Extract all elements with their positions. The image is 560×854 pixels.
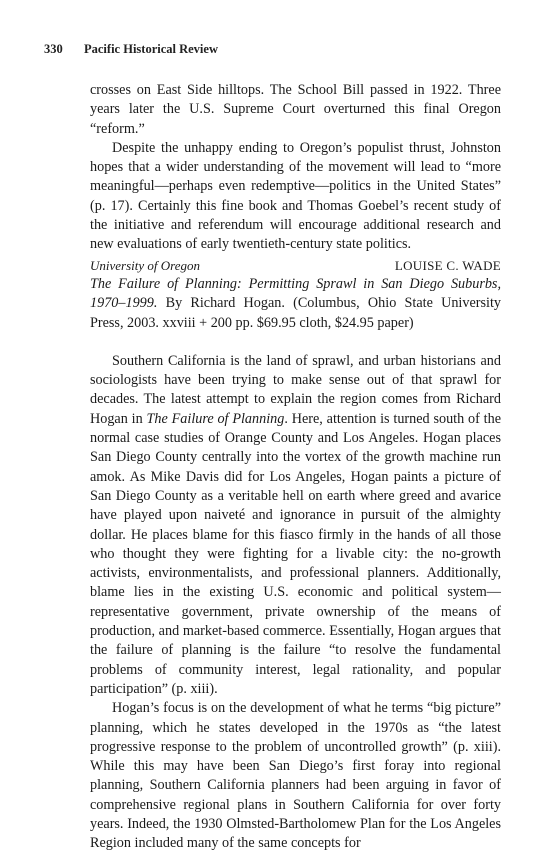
- journal-title: Pacific Historical Review: [84, 42, 218, 56]
- previous-review-paragraph-2: Despite the unhappy ending to Oregon’s populist thrust, Johnston hopes that a wider understanding of the movement will lead to “more meaningful—perhaps even redemptive—politics in the United States” (p. 17). Certainly this fine book and Thomas Goebel’s recent study of the initiative and referendum will encourage additional research and new evaluations of early twentieth-century state politics.: [90, 139, 501, 253]
- page-number: 330: [44, 42, 63, 56]
- section-spacer: [90, 333, 501, 352]
- review-paragraph-1-text-b: . Here, attention is turned south of the normal case studies of Orange County and Los Angeles. Hogan places San Diego County centrally into the vortex of the growth machine run amok. As Mike Davis did for Los Angeles, Hogan paints a picture of San Diego County as a veritable hell on earth where greed and avarice have played upon naiveté and ignorance in pursuit of the almighty dollar. He places blame for this fiasco firmly in the hands of all those who thought they were fighting for a livable city: the no-growth activists, environmentalists, and professional planners. Additionally, blame lies in the existing U.S. economic and political system—representative government, private ownership of the means of production, and market-based commerce. Essentially, Hogan argues that the failure of planning is the failure “to resolve the fundamental problems of community interest, legal rationality, and popular participation” (p. xiii).: [90, 410, 501, 697]
- reviewer-institution: University of Oregon: [90, 257, 200, 273]
- review-paragraph-2: Hogan’s focus is on the development of what he terms “big picture” planning, which he states developed in the 1970s as “the latest progressive response to the problem of uncontrolled growth” (p. xiii). While this may have been San Diego’s first foray into regional planning, Southern California planners had been arguing in favor of comprehensive regional plans in Southern California for over forty years. Indeed, the 1930 Olmsted-Bartholomew Plan for the Los Angeles Region included many of the same concepts for: [90, 700, 501, 852]
- book-review-heading: [90, 275, 501, 333]
- review-paragraph-1: [90, 352, 501, 699]
- review-inline-title: The Failure of Planning: [146, 410, 285, 427]
- review-paragraph-1-text-a: Southern California is the land of sprawl, and urban historians and sociologists have been trying to make sense out of that sprawl for decades. The latest attempt to explain the region comes from Richard Hogan in: [90, 352, 501, 427]
- book-title: The Failure of Planning: Permitting Sprawl in San Diego Suburbs, 1970–1999.: [90, 275, 501, 312]
- reviewer-signature: [90, 256, 501, 275]
- running-header: [44, 42, 218, 57]
- previous-review-paragraph-1: crosses on East Side hilltops. The School Bill passed in 1922. Three years later the U.S. Supreme Court overturned this final Oregon “reform.”: [90, 82, 501, 137]
- reviewer-name: LOUISE C. WADE: [394, 257, 501, 273]
- article-body: [90, 81, 501, 854]
- book-citation: By Richard Hogan. (Columbus, Ohio State University Press, 2003. xxviii + 200 pp. $69.95 cloth, $24.95 paper): [90, 295, 501, 331]
